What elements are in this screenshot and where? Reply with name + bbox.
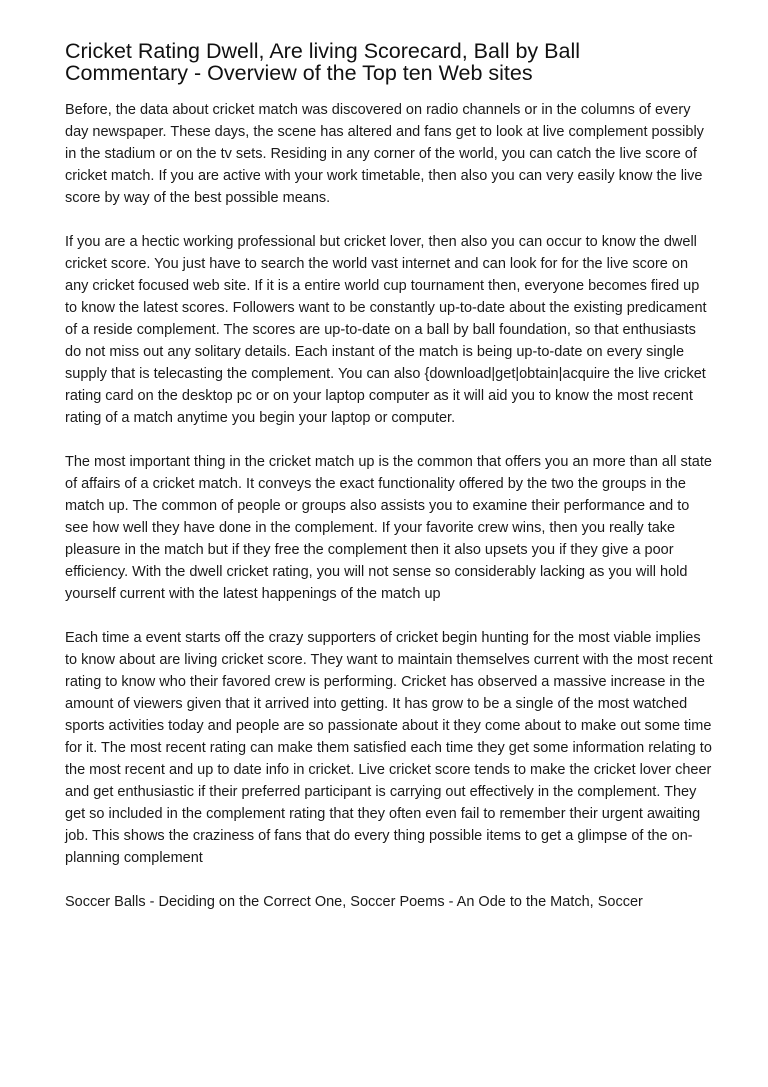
paragraph-4: Each time a event starts off the crazy supporters of cricket begin hunting for the most viable implies to know about are living cricket score. They want to maintain themselves current with the most recent rating to know who their favored crew is performing. Cricket has observed a massive increase in the amount of viewers given that it arrived into getting. It has grow to be a single of the most watched sports activities today and people are so passionate about it they come about to make out some time for it. The most recent rating can make them satisfied each time they get some information relating to the most recent and up to date info in cricket. Live cricket score tends to make the cricket lover cheer and get enthusiastic if their preferred participant is carrying out effectively in the complement. They get so included in the complement rating that they often even fail to remember their urgent awaiting job. This shows the craziness of fans that do every thing possible items to get a glimpse of the on-planning complement bbox=[65, 630, 713, 866]
document-title bbox=[65, 40, 715, 84]
paragraph-2: If you are a hectic working professional but cricket lover, then also you can occur to know the dwell cricket score. You just have to search the world vast internet and can look for for the live score on any cricket focused web site. If it is a entire world cup tournament then, everyone becomes fired up to know the latest scores. Followers want to be constantly up-to-date about the existing predicament of a reside complement. The scores are up-to-date on a ball by ball foundation, so that enthusiasts do not miss out any solitary details. Each instant of the match is being up-to-date on every single supply that is telecasting the complement. You can also {download|get|obtain|acquire the live cricket rating card on the desktop pc or on your laptop computer as it will aid you to know the most recent rating of a match anytime you begin your laptop or computer. bbox=[65, 234, 707, 426]
related-articles-line: Soccer Balls - Deciding on the Correct One, Soccer Poems - An Ode to the Match, Soccer bbox=[65, 894, 643, 910]
title-line-2: Commentary - Overview of the Top ten Web sites bbox=[65, 61, 533, 85]
paragraph-1: Before, the data about cricket match was discovered on radio channels or in the columns of every day newspaper. These days, the scene has altered and fans get to look at live complement possibly in the stadium or on the tv sets. Residing in any corner of the world, you can catch the live score of cricket match. If you are active with your work timetable, then also you can very easily know the live score by way of the best possible means. bbox=[65, 102, 704, 206]
paragraph-3: The most important thing in the cricket match up is the common that offers you an more than all state of affairs of a cricket match. It conveys the exact functionality offered by the two the groups in the match up. The common of people or groups also assists you to examine their performance and to see how well they have done in the complement. If your favorite crew wins, then you really take pleasure in the match but if they free the complement then it also upsets you if they give a poor efficiency. With the dwell cricket rating, you will not sense so considerably lacking as you will hold yourself current with the latest happenings of the match up bbox=[65, 454, 712, 602]
title-line-1: Cricket Rating Dwell, Are living Scorecard, Ball by Ball bbox=[65, 39, 581, 63]
document-page bbox=[65, 40, 715, 913]
